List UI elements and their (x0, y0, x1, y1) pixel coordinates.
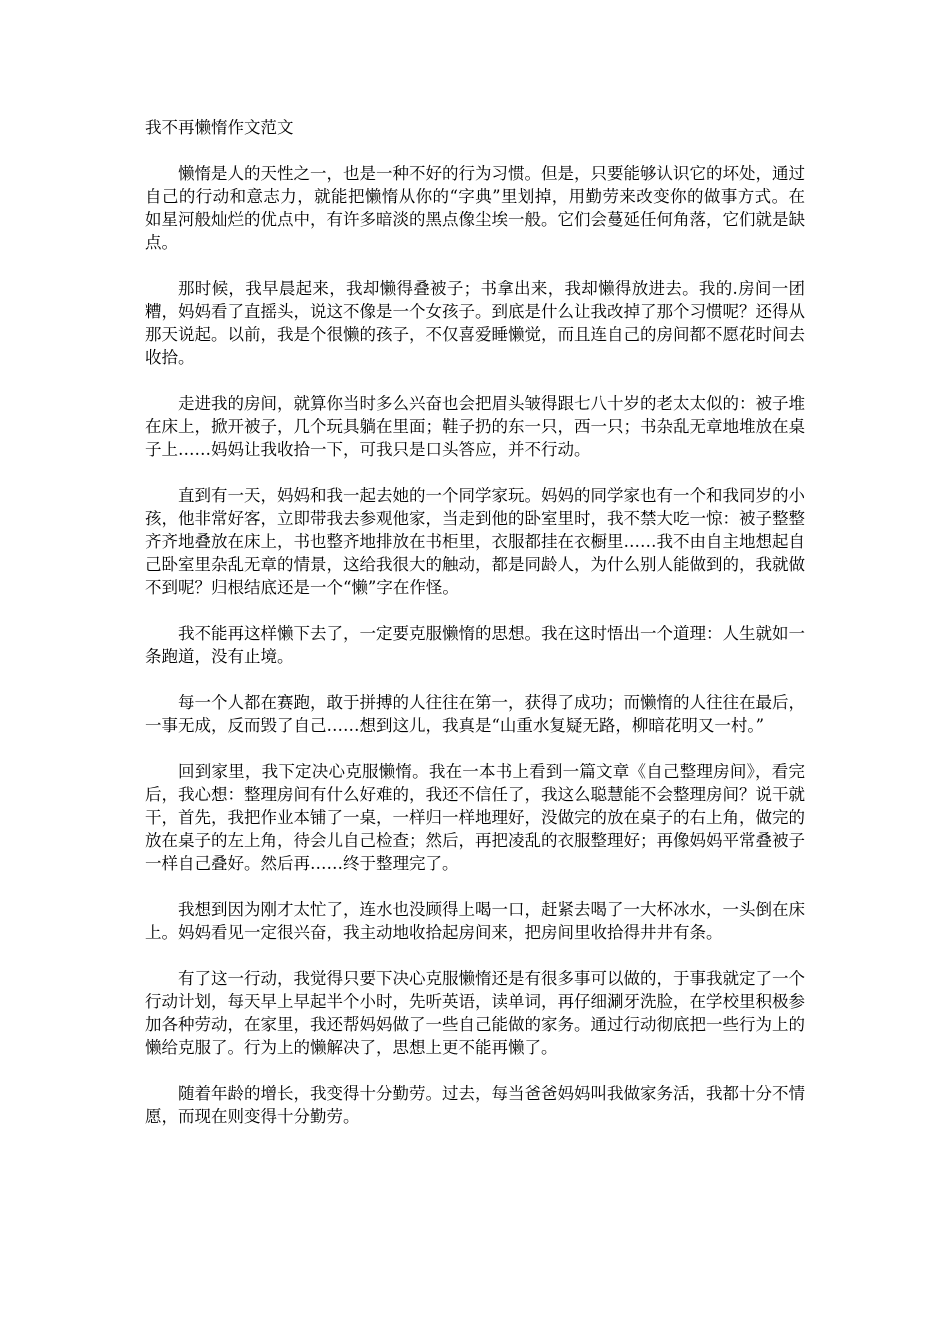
paragraph-3: 走进我的房间，就算你当时多么兴奋也会把眉头皱得跟七八十岁的老太太似的：被子堆在床上，掀开被子，几个玩具躺在里面；鞋子扔的东一只，西一只；书杂乱无章地堆放在桌子上……妈妈让我收拾一下，可我只是口头答应，并不行动。 (145, 394, 805, 459)
paragraph-5: 我不能再这样懒下去了，一定要克服懒惰的思想。我在这时悟出一个道理：人生就如一条跑道，没有止境。 (145, 624, 805, 666)
paragraph-4: 直到有一天，妈妈和我一起去她的一个同学家玩。妈妈的同学家也有一个和我同岁的小孩，他非常好客，立即带我去参观他家，当走到他的卧室里时，我不禁大吃一惊：被子整整齐齐地叠放在床上，书也整齐地排放在书柜里，衣服都挂在衣橱里……我不由自主地想起自己卧室里杂乱无章的情景，这给我很大的触动，都是同龄人，为什么别人能做到的，我就做不到呢？归根结底还是一个“懒”字在作怪。 (145, 486, 805, 597)
paragraph-2: 那时候，我早晨起来，我却懒得叠被子；书拿出来，我却懒得放进去。我的.房间一团糟，妈妈看了直摇头，说这不像是一个女孩子。到底是什么让我改掉了那个习惯呢？还得从那天说起。以前，我是个很懒的孩子，不仅喜爱睡懒觉，而且连自己的房间都不愿花时间去收拾。 (145, 279, 805, 367)
paragraph-1: 懒惰是人的天性之一，也是一种不好的行为习惯。但是，只要能够认识它的坏处，通过自己的行动和意志力，就能把懒惰从你的“字典”里划掉，用勤劳来改变你的做事方式。在如星河般灿烂的优点中，有许多暗淡的黑点像尘埃一般。它们会蔓延任何角落，它们就是缺点。 (145, 164, 805, 252)
document-title: 我不再懒惰作文范文 (145, 118, 294, 137)
paragraph-8: 我想到因为刚才太忙了，连水也没顾得上喝一口，赶紧去喝了一大杯冰水，一头倒在床上。妈妈看见一定很兴奋，我主动地收拾起房间来，把房间里收拾得井井有条。 (145, 900, 805, 942)
paragraph-9: 有了这一行动，我觉得只要下决心克服懒惰还是有很多事可以做的，于事我就定了一个行动计划，每天早上早起半个小时，先听英语，读单词，再仔细涮牙洗脸，在学校里积极参加各种劳动，在家里，我还帮妈妈做了一些自己能做的家务。通过行动彻底把一些行为上的懒给克服了。行为上的懒解决了，思想上更不能再懒了。 (145, 969, 805, 1057)
document-page (145, 116, 805, 1151)
paragraph-7: 回到家里，我下定决心克服懒惰。我在一本书上看到一篇文章《自己整理房间》，看完后，我心想：整理房间有什么好难的，我还不信任了，我这么聪慧能不会整理房间？说干就干，首先，我把作业本铺了一桌，一样归一样地理好，没做完的放在桌子的右上角，做完的放在桌子的左上角，待会儿自己检查；然后，再把凌乱的衣服整理好；再像妈妈平常叠被子一样自己叠好。然后再……终于整理完了。 (145, 762, 805, 873)
paragraph-6: 每一个人都在赛跑，敢于拼搏的人往往在第一，获得了成功；而懒惰的人往往在最后，一事无成，反而毁了自己……想到这儿，我真是“山重水复疑无路，柳暗花明又一村。” (145, 693, 805, 735)
paragraph-10: 随着年龄的增长，我变得十分勤劳。过去，每当爸爸妈妈叫我做家务活，我都十分不情愿，而现在则变得十分勤劳。 (145, 1084, 805, 1126)
